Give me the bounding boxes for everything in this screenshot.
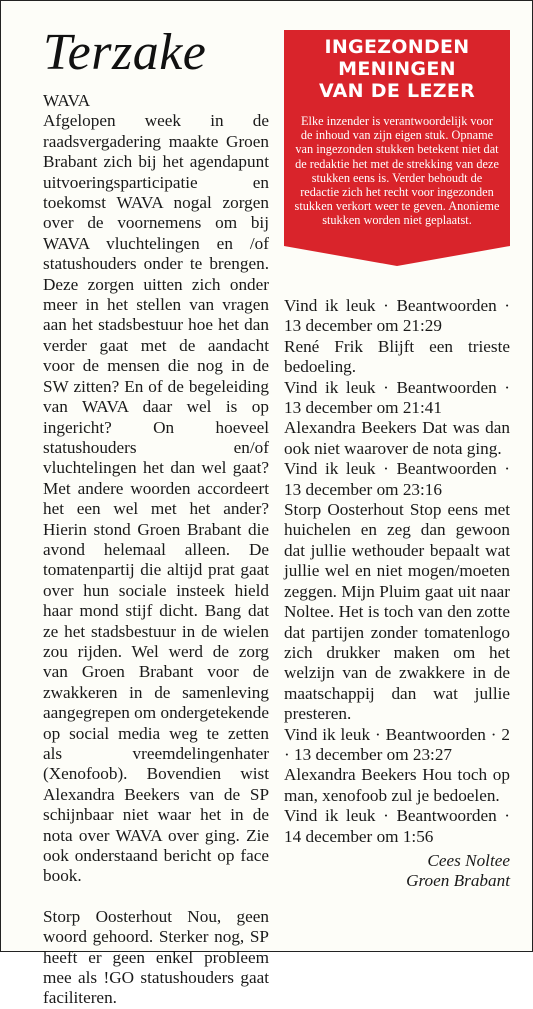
letters-banner <box>284 30 510 266</box>
comment-text: Alexandra Beekers Dat was dan ook niet waarover de nota ging. <box>284 418 510 458</box>
comment-meta: Vind ik leuk · Beantwoorden · 13 december om 23:16 <box>284 459 510 499</box>
comment-meta: Vind ik leuk · Beantwoorden · 13 december om 21:29 <box>284 296 510 336</box>
column-headline: Terzake <box>43 24 207 81</box>
article-body: Afgelopen week in de raadsvergadering maakte Groen Brabant zich bij het agendapunt uitvoeringsparticipatie en toekomst WAVA nogal zorgen over de voornemens om bij WAVA vluchtelingen en /of statushouders onder te brengen. Deze zorgen uitten zich onder meer in het stellen van vragen aan het stadsbestuur hoe het dan verder gaat met de aandacht voor de mensen die nog in de SW zitten? En of de begeleiding van WAVA daar wel is op ingericht? On hoeveel statushouders en/of vluchtelingen het dan wel gaat? Met andere woorden accordeert het een wel met het ander? Hierin stond Groen Brabant die avond helemaal alleen. De tomatenpartij die altijd prat gaat over hun sociale insteek hield haar mond stijf dicht. Bang dat ze het stadsbestuur in de wielen zou rijden. Wel werd de zorg van Groen Brabant voor de zwakkeren in de samenleving aangegrepen om ondergetekende op social media weg te zetten als vreemdelingenhater (Xenofoob). Bovendien wist Alexandra Beekers van de SP schijnbaar niet waar het in de nota over WAVA over ging. Zie ook onderstaand bericht op face book. <box>43 111 269 886</box>
banner-title-line: VAN DE LEZER <box>318 80 476 102</box>
comment-text: Storp Oosterhout Nou, geen woord gehoord. Sterker nog, SP heeft er geen enkel probleem mee als !GO statushouders gaat faciliteren. <box>43 906 269 1008</box>
comment-text: Storp Oosterhout Stop eens met huichelen en zeg dan gewoon dat jullie wethouder bepaalt wat jullie wel en niet mogen/moeten zeggen. Mijn Pluim gaat uit naar Noltee. Het is toch van den zotte dat partijen zonder tomatenlogo zich drukker maken om het welzijn van de zwakkere in de maatschappij dan wat jullie presteren. <box>284 500 510 724</box>
banner-title-line: INGEZONDEN <box>324 36 470 58</box>
banner-disclaimer <box>294 114 500 228</box>
banner-title <box>284 36 510 102</box>
comment-meta: Vind ik leuk · Beantwoorden · 14 december om 1:56 <box>284 806 510 846</box>
comment-text: René Frik Blijft een trieste bedoeling. <box>284 336 510 377</box>
disclaimer-text: Elke inzender is verantwoordelijk voor de inhoud van zijn eigen stuk. Opname van ingezonden stukken betekent niet dat de redaktie het met de strekking van deze stukken eens is. Verder behoudt de redactie zich het recht voor ingezonden stukken verkort weer te geven. Anonieme stukken worden niet geplaatst. <box>294 114 500 228</box>
author-party: Groen Brabant <box>406 871 510 891</box>
article-topic: WAVA <box>43 91 91 110</box>
banner-title-line: MENINGEN <box>338 58 456 80</box>
author-name: Cees Noltee <box>427 850 510 870</box>
article-column-right <box>284 296 510 892</box>
comment-text: Alexandra Beekers Hou toch op man, xenofoob zul je bedoelen. <box>284 765 510 805</box>
comment-meta: Vind ik leuk · Beantwoorden · 2 · 13 december om 23:27 <box>284 724 510 764</box>
article-column-left <box>43 91 269 1009</box>
comment-meta: Vind ik leuk · Beantwoorden · 13 december om 21:41 <box>284 377 510 418</box>
